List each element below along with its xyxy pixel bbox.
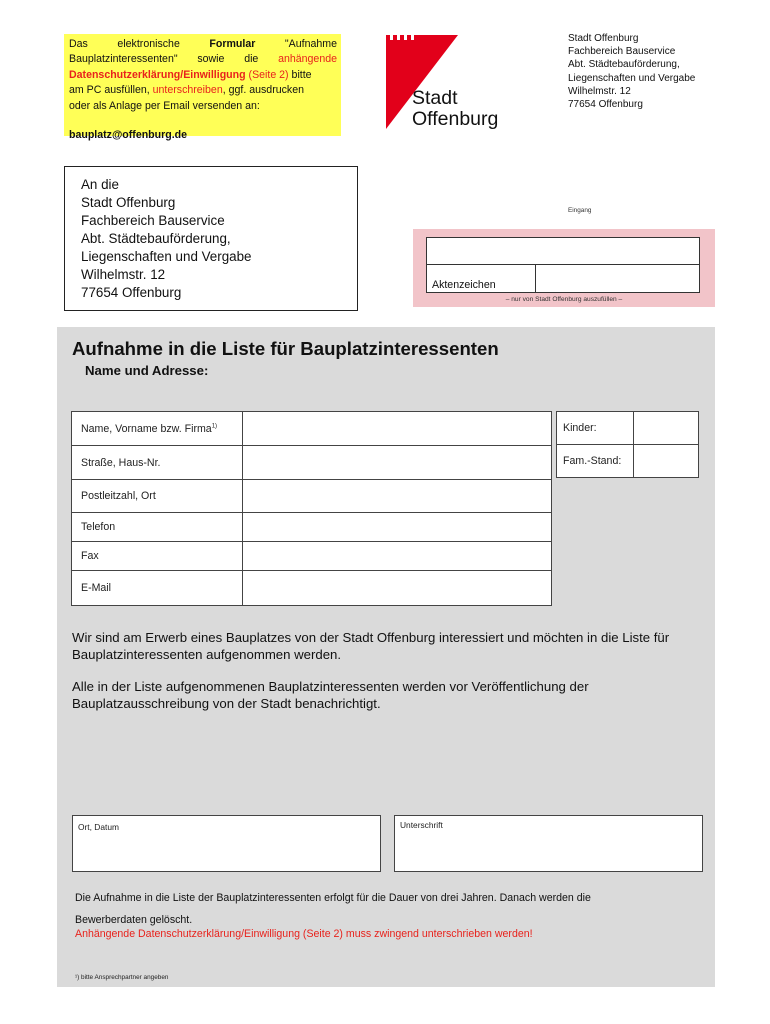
place-date-label: Ort, Datum: [78, 822, 119, 832]
name-field[interactable]: [242, 412, 551, 446]
note-line-1: [69, 37, 337, 52]
eingang-label: Eingang: [568, 207, 592, 214]
signature-label: Unterschrift: [400, 820, 443, 830]
address-table: [71, 411, 552, 606]
recipient-line: Wilhelmstr. 12: [81, 267, 166, 282]
recipient-line: Liegenschaften und Vergabe: [81, 249, 252, 264]
sender-line: Wilhelmstr. 12: [568, 85, 631, 97]
instruction-note: [64, 34, 341, 142]
note-word: "Aufnahme: [284, 38, 337, 50]
children-label: Kinder:: [557, 412, 634, 445]
children-field[interactable]: [634, 412, 699, 445]
postcode-label: Postleitzahl, Ort: [72, 480, 243, 513]
table-row: [72, 513, 552, 542]
field-label: [72, 412, 243, 446]
grid-divider: [427, 264, 699, 265]
logo-line-1: Stadt: [412, 87, 458, 109]
sender-line: Stadt Offenburg: [568, 33, 639, 44]
note-page-ref: (Seite 2): [248, 68, 289, 81]
note-text: , ggf. ausdrucken: [222, 84, 304, 97]
office-use-box: [413, 229, 715, 307]
recipient-address: [64, 166, 358, 311]
table-row: [72, 542, 552, 571]
note-word: anhängende: [278, 53, 337, 66]
table-row: [557, 412, 699, 445]
signature-field[interactable]: [394, 815, 703, 872]
family-table: [556, 411, 699, 478]
fax-label: Fax: [72, 542, 243, 571]
note-email[interactable]: bauplatz@offenburg.de: [69, 129, 188, 142]
postcode-field[interactable]: [242, 480, 551, 513]
interest-statement: Wir sind am Erwerb eines Bauplatzes von der Stadt Offenburg interessiert und möchten in die Liste für Bauplatzinteressenten aufgenommen werden.: [72, 630, 670, 662]
recipient-line: Fachbereich Bauservice: [81, 213, 225, 228]
note-line-5: oder als Anlage per Email versenden an:: [69, 99, 260, 112]
retention-line-2: Bewerberdaten gelöscht.: [75, 914, 193, 926]
note-line-4: [69, 83, 337, 98]
table-row: [72, 446, 552, 480]
note-word: Das: [69, 38, 88, 50]
sender-line: Liegenschaften und Vergabe: [568, 72, 696, 84]
footnote-marker: 1): [211, 422, 218, 429]
footnote: ¹) bitte Ansprechpartner angeben: [75, 974, 169, 981]
phone-label: Telefon: [72, 513, 243, 542]
recipient-line: Stadt Offenburg: [81, 195, 176, 210]
street-field[interactable]: [242, 446, 551, 480]
sender-address: [568, 32, 695, 111]
street-label: Straße, Haus-Nr.: [72, 446, 243, 480]
place-date-field[interactable]: [72, 815, 381, 872]
sender-line: Fachbereich Bauservice: [568, 46, 676, 58]
note-consent-ref: Datenschutzerklärung/Einwilligung: [69, 68, 246, 81]
recipient-line: An die: [81, 177, 119, 192]
note-word: sowie: [197, 53, 225, 66]
retention-line-1: Die Aufnahme in die Liste der Bauplatzinteressenten erfolgt für die Dauer von drei Jahren. Danach werden die: [75, 892, 591, 904]
note-text: bitte: [291, 68, 312, 81]
note-word: die: [244, 53, 259, 66]
office-use-note: – nur von Stadt Offenburg auszufüllen –: [505, 296, 623, 303]
logo-line-2: Offenburg: [412, 108, 499, 130]
note-word: elektronische: [117, 38, 180, 50]
note-text: am PC ausfüllen,: [69, 84, 150, 97]
office-grid: [426, 237, 700, 293]
marital-status-field[interactable]: [634, 445, 699, 478]
note-word: Formular: [209, 38, 256, 50]
consent-warning: Anhängende Datenschutzerklärung/Einwilligung (Seite 2) muss zwingend unterschrieben werden!: [75, 928, 533, 940]
table-row: [72, 571, 552, 606]
aktenzeichen-label: Aktenzeichen: [432, 279, 496, 291]
sender-line: Abt. Städtebauförderung,: [568, 59, 680, 71]
notification-statement: Alle in der Liste aufgenommenen Bauplatzinteressenten werden vor Veröffentlichung der Bauplatzausschreibung von der Stadt benachrichtigt.: [72, 679, 589, 711]
note-word: Bauplatzinteressenten": [69, 53, 178, 66]
fax-field[interactable]: [242, 542, 551, 571]
note-line-2: [69, 52, 337, 67]
note-sign-ref: unterschreiben: [152, 84, 223, 97]
table-row: [72, 480, 552, 513]
email-field[interactable]: [242, 571, 551, 606]
retention-notice: [75, 887, 591, 931]
grid-divider: [535, 264, 536, 292]
phone-field[interactable]: [242, 513, 551, 542]
name-label: Name, Vorname bzw. Firma: [81, 422, 212, 435]
form-subtitle: Name und Adresse:: [85, 363, 209, 378]
form-title: Aufnahme in die Liste für Bauplatzinteressenten: [72, 338, 499, 359]
recipient-line: 77654 Offenburg: [81, 285, 182, 300]
table-row: [72, 412, 552, 446]
marital-status-label: Fam.-Stand:: [557, 445, 634, 478]
table-row: [557, 445, 699, 478]
note-line-3: [69, 68, 337, 83]
sender-line: 77654 Offenburg: [568, 99, 643, 111]
recipient-line: Abt. Städtebauförderung,: [81, 231, 231, 246]
email-label: E-Mail: [72, 571, 243, 606]
city-logo-text: [412, 88, 498, 130]
application-form: [57, 327, 715, 987]
